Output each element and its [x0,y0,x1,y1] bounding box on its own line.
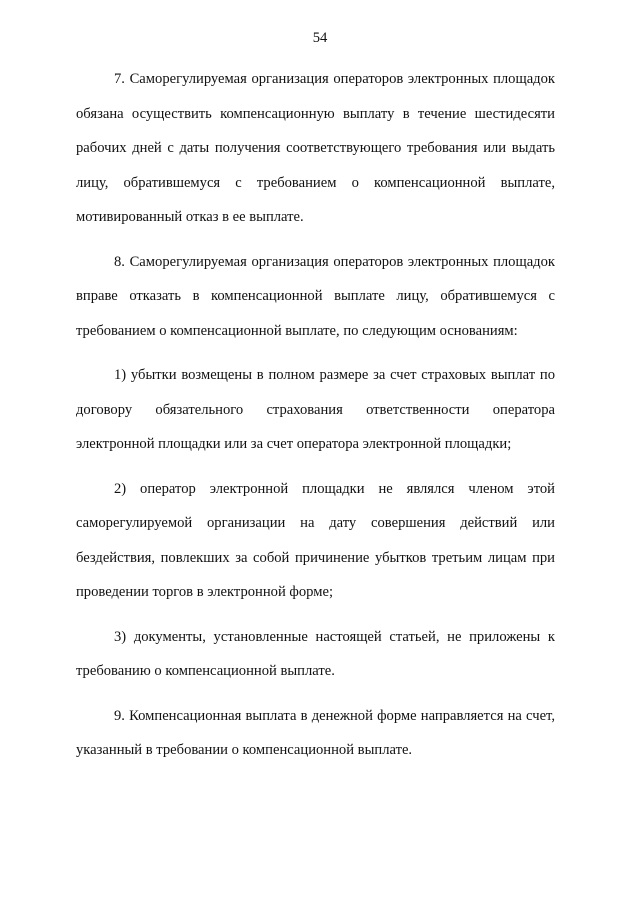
paragraph-8-item-1: 1) убытки возмещены в полном размере за счет страховых выплат по договору обязательного страхования ответственности оператора электронной площадки или за счет оператора электронной площадки; [76,367,555,452]
paragraph-7: 7. Саморегулируемая организация операторов электронных площадок обязана осуществить компенсационную выплату в течение шестидесяти рабочих дней с даты получения соответствующего требования или выдать лицу, обратившемуся с требованием о компенсационной выплате, мотивированный отказ в ее выплате. [76,71,555,225]
document-body [76,62,555,778]
page-number: 54 [312,30,328,46]
paragraph-8-item-2: 2) оператор электронной площадки не являлся членом этой саморегулируемой организации на дату совершения действий или бездействия, повлекших за собой причинение убытков третьим лицам при проведении торгов в электронной форме; [76,480,555,600]
paragraph-8-item-3: 3) документы, установленные настоящей статьей, не приложены к требованию о компенсационной выплате. [76,628,555,679]
paragraph-9: 9. Компенсационная выплата в денежной форме направляется на счет, указанный в требовании о компенсационной выплате. [76,707,555,758]
paragraph-8: 8. Саморегулируемая организация операторов электронных площадок вправе отказать в компенсационной выплате лицу, обратившемуся с требованием о компенсационной выплате, по следующим основаниям: [76,253,555,339]
